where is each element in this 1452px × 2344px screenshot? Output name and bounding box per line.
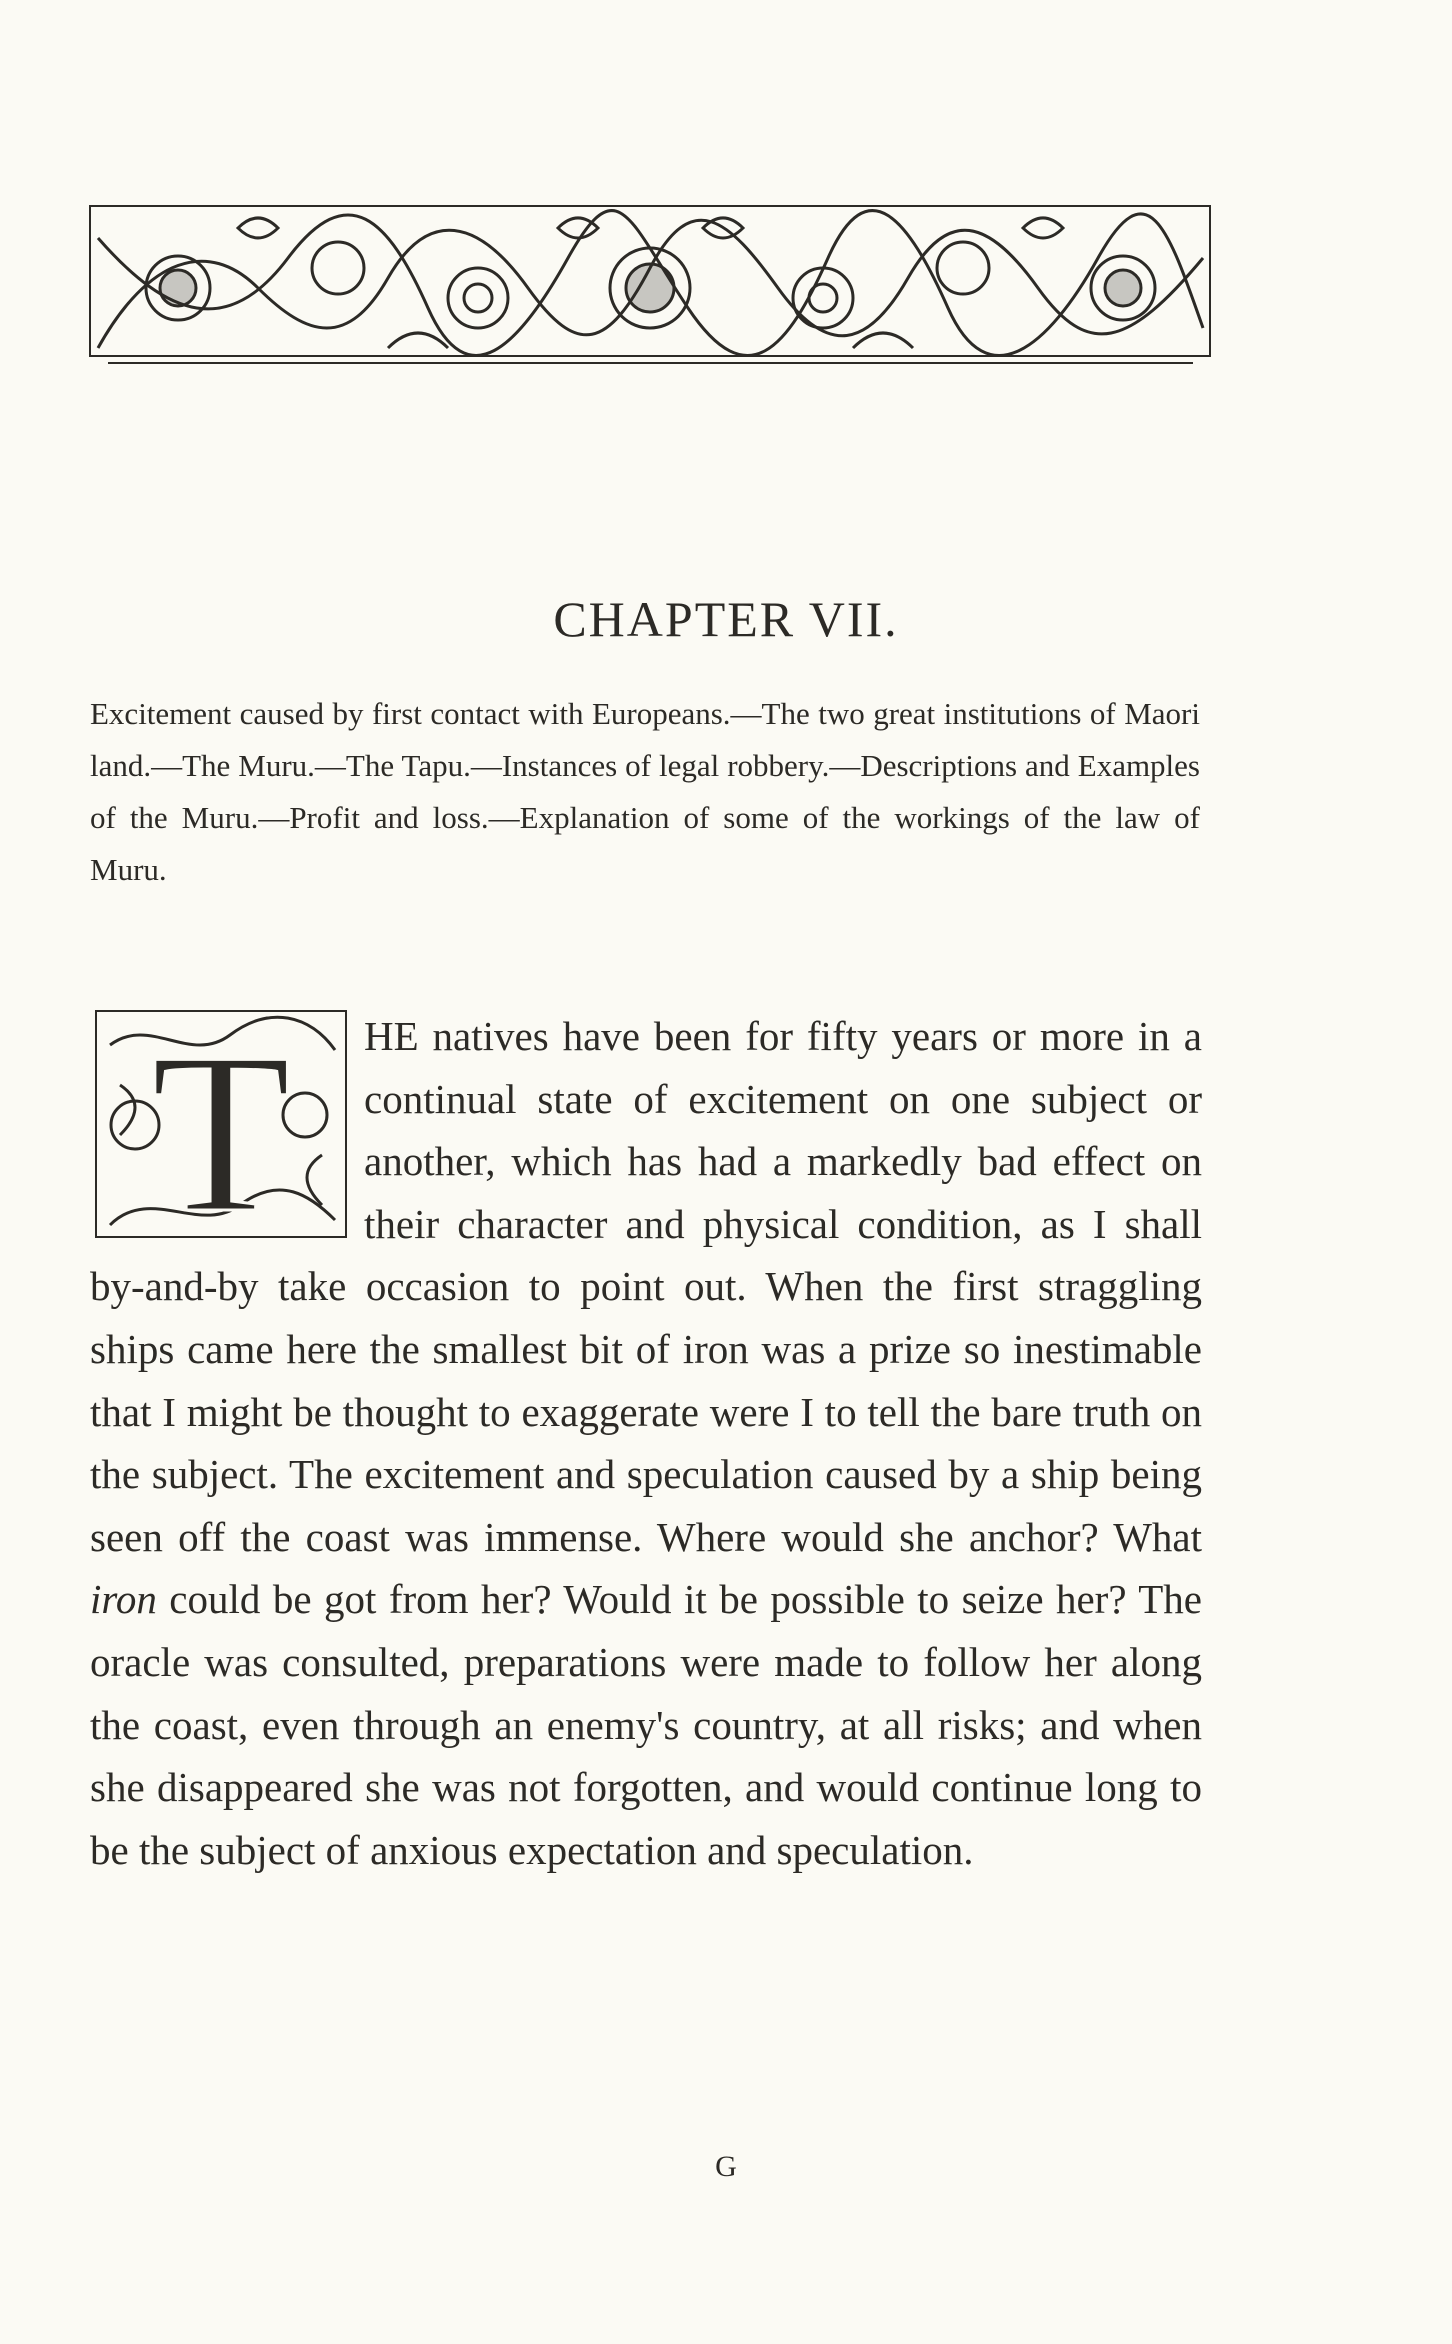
body-text-part-2: could be got from her? Would it be possible to seize her? The oracle was consulted, preparations were made to follow her along the coast, even through an enemy's country, at all risks; and when she disappeared she was not forgotten, and would continue long to be the subject of anxious expectation and speculation. [90,1576,1202,1873]
body-text-italic: iron [90,1576,157,1623]
ornamental-headpiece [88,198,1213,378]
signature-mark: G [715,2150,737,2183]
body-paragraph [90,1005,1202,1881]
body-text-part-1: HE natives have been for fifty years or more in a continual state of excitement on one subject or another, which has had a markedly bad effect on their character and physical condition, as I shall by-and-by take occasion to point out. When the first straggling ships came here the smallest bit of iron was a prize so inestimable that I might be thought to exaggerate were I to tell the bare truth on the subject. The excitement and speculation caused by a ship being seen off the coast was immense. Where would she anchor? What [90,1013,1202,1560]
scroll-ornament-icon [88,198,1213,378]
dropcap-letter: T [150,1005,292,1243]
ornamental-dropcap [90,1005,352,1243]
decorated-initial-icon [90,1005,352,1243]
chapter-title: CHAPTER VII. [553,591,899,647]
chapter-synopsis: Excitement caused by first contact with Europeans.—The two great institutions of Maori land.—The Muru.—The Tapu.—Instances of legal robbery.—Descriptions and Examples of the Muru.—Profit and loss.—Explanation of some of the workings of the law of Muru. [90,696,1200,887]
